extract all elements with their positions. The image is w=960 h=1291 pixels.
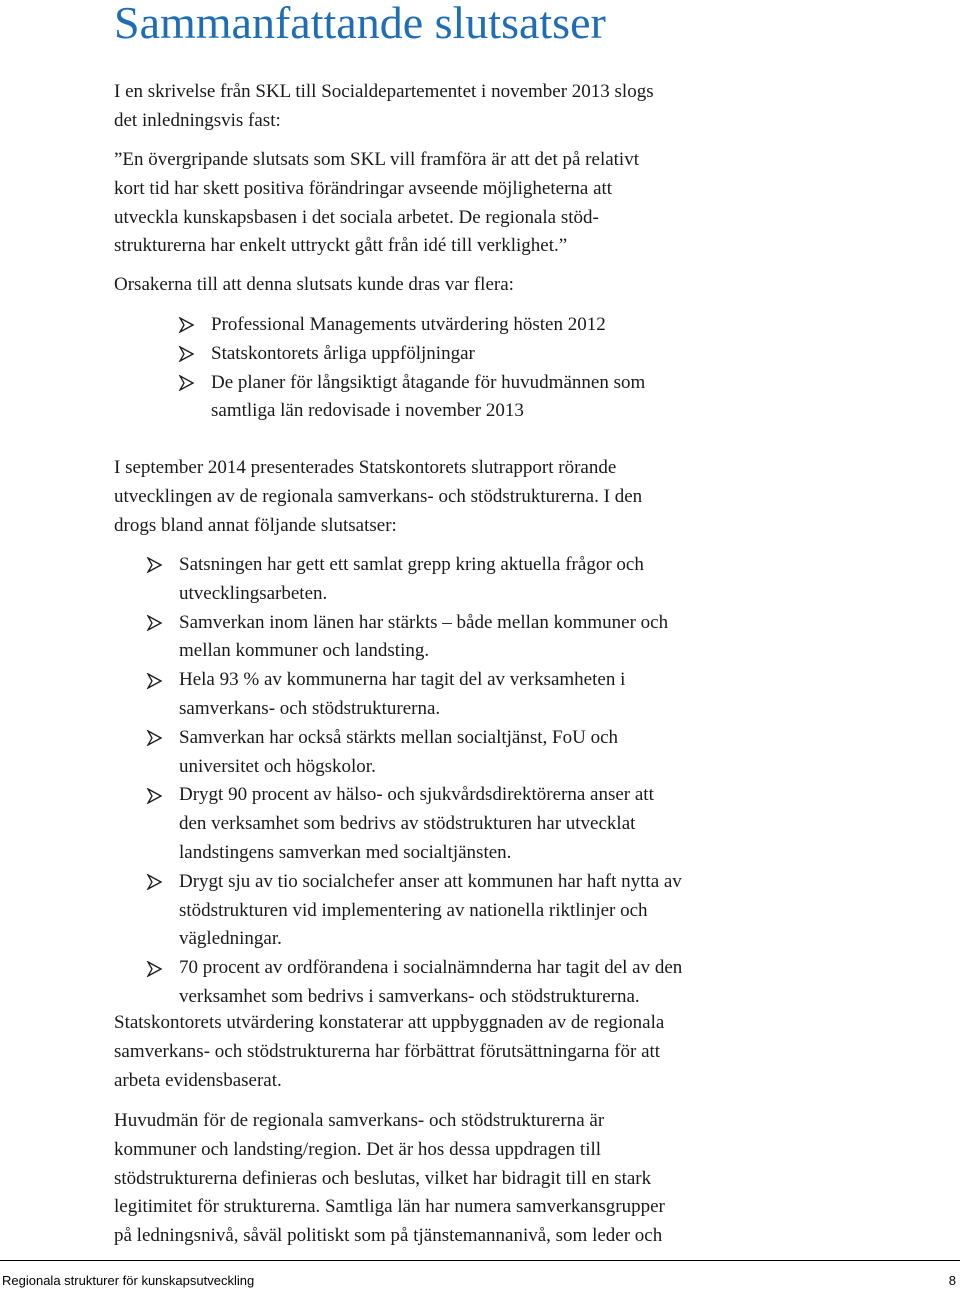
- paragraph-line: Huvudmän för de regionala samverkans- och stödstrukturerna är: [114, 1110, 605, 1131]
- list-item: Samverkan inom länen har stärkts – både mellan kommuner och mellan kommuner och landsting.: [179, 609, 682, 667]
- reasons-intro: Orsakerna till att denna slutsats kunde dras var flera:: [114, 274, 514, 295]
- skl-quote: [114, 146, 639, 261]
- intro-line: I en skrivelse från SKL till Socialdepartementet i november 2013 slogs: [114, 81, 654, 102]
- arrowhead-bullet-icon: [146, 609, 166, 638]
- paragraph-line: I september 2014 presenterades Statskontorets slutrapport rörande: [114, 457, 617, 478]
- list-item: Samverkan har också stärkts mellan socialtjänst, FoU och universitet och högskolor.: [179, 724, 682, 782]
- paragraph-line: utvecklingen av de regionala samverkans- och stödstrukturerna. I den: [114, 485, 643, 507]
- arrowhead-bullet-icon: [178, 340, 198, 369]
- quote-line: utveckla kunskapsbasen i det sociala arbetet. De regionala stöd-: [114, 206, 599, 228]
- paragraph-line: kommuner och landsting/region. Det är hos dessa uppdragen till: [114, 1138, 602, 1160]
- arrowhead-bullet-icon: [146, 781, 166, 810]
- arrowhead-bullet-icon: [178, 311, 198, 340]
- owners-paragraph: [114, 1107, 665, 1251]
- paragraph-line: stödstrukturerna definieras och beslutas, vilket har bidragit till en stark: [114, 1167, 652, 1189]
- paragraph-line: på ledningsnivå, såväl politiskt som på tjänstemannanivå, som leder och: [114, 1225, 663, 1247]
- paragraph-line: legitimitet för strukturerna. Samtliga län har numera samverkansgrupper: [114, 1196, 665, 1218]
- intro-paragraph: [114, 78, 654, 136]
- quote-line: strukturerna har enkelt uttryckt gått från idé till verklighet.”: [114, 235, 568, 257]
- page-number: 8: [948, 1273, 956, 1288]
- september-paragraph: [114, 454, 642, 540]
- page-footer: [0, 1260, 960, 1291]
- quote-line: kort tid har skett positiva förändringar avseende möjligheterna att: [114, 177, 613, 199]
- reasons-list: [211, 311, 645, 426]
- list-item: Statskontorets årliga uppföljningar: [211, 340, 645, 369]
- paragraph-line: Statskontorets utvärdering konstaterar att uppbyggnaden av de regionala: [114, 1012, 665, 1033]
- footer-title: Regionala strukturer för kunskapsutveckling: [2, 1273, 255, 1288]
- intro-line: det inledningsvis fast:: [114, 109, 281, 131]
- list-item: Hela 93 % av kommunerna har tagit del av verksamheten i samverkans- och stödstrukturerna.: [179, 666, 682, 724]
- list-item: Drygt sju av tio socialchefer anser att kommunen har haft nytta av stödstrukturen vid implementering av nationella riktlinjer och vägledningar.: [179, 868, 682, 954]
- page-title: Sammanfattande slutsatser: [114, 0, 606, 48]
- list-item: Drygt 90 procent av hälso- och sjukvårdsdirektörerna anser att den verksamhet som bedrivs av stödstrukturen har utvecklat landstingens samverkan med socialtjänsten.: [179, 781, 682, 867]
- paragraph-line: arbeta evidensbaserat.: [114, 1069, 282, 1091]
- quote-line: ”En övergripande slutsats som SKL vill framföra är att det på relativt: [114, 149, 639, 170]
- evaluation-paragraph: [114, 1009, 664, 1095]
- arrowhead-bullet-icon: [146, 666, 166, 695]
- list-item: Professional Managements utvärdering hösten 2012: [211, 311, 645, 340]
- arrowhead-bullet-icon: [146, 954, 166, 983]
- arrowhead-bullet-icon: [146, 551, 166, 580]
- paragraph-line: samverkans- och stödstrukturerna har förbättrat förutsättningarna för att: [114, 1040, 661, 1062]
- list-item: 70 procent av ordförandena i socialnämnderna har tagit del av den verksamhet som bedrivs i samverkans- och stödstrukturerna.: [179, 954, 682, 1012]
- arrowhead-bullet-icon: [178, 369, 198, 398]
- list-item: De planer för långsiktigt åtagande för huvudmännen som samtliga län redovisade i november 2013: [211, 369, 645, 427]
- arrowhead-bullet-icon: [146, 868, 166, 897]
- arrowhead-bullet-icon: [146, 724, 166, 753]
- list-item: Satsningen har gett ett samlat grepp kring aktuella frågor och utvecklingsarbeten.: [179, 551, 682, 609]
- paragraph-line: drogs bland annat följande slutsatser:: [114, 514, 397, 536]
- conclusions-list: [179, 551, 682, 1012]
